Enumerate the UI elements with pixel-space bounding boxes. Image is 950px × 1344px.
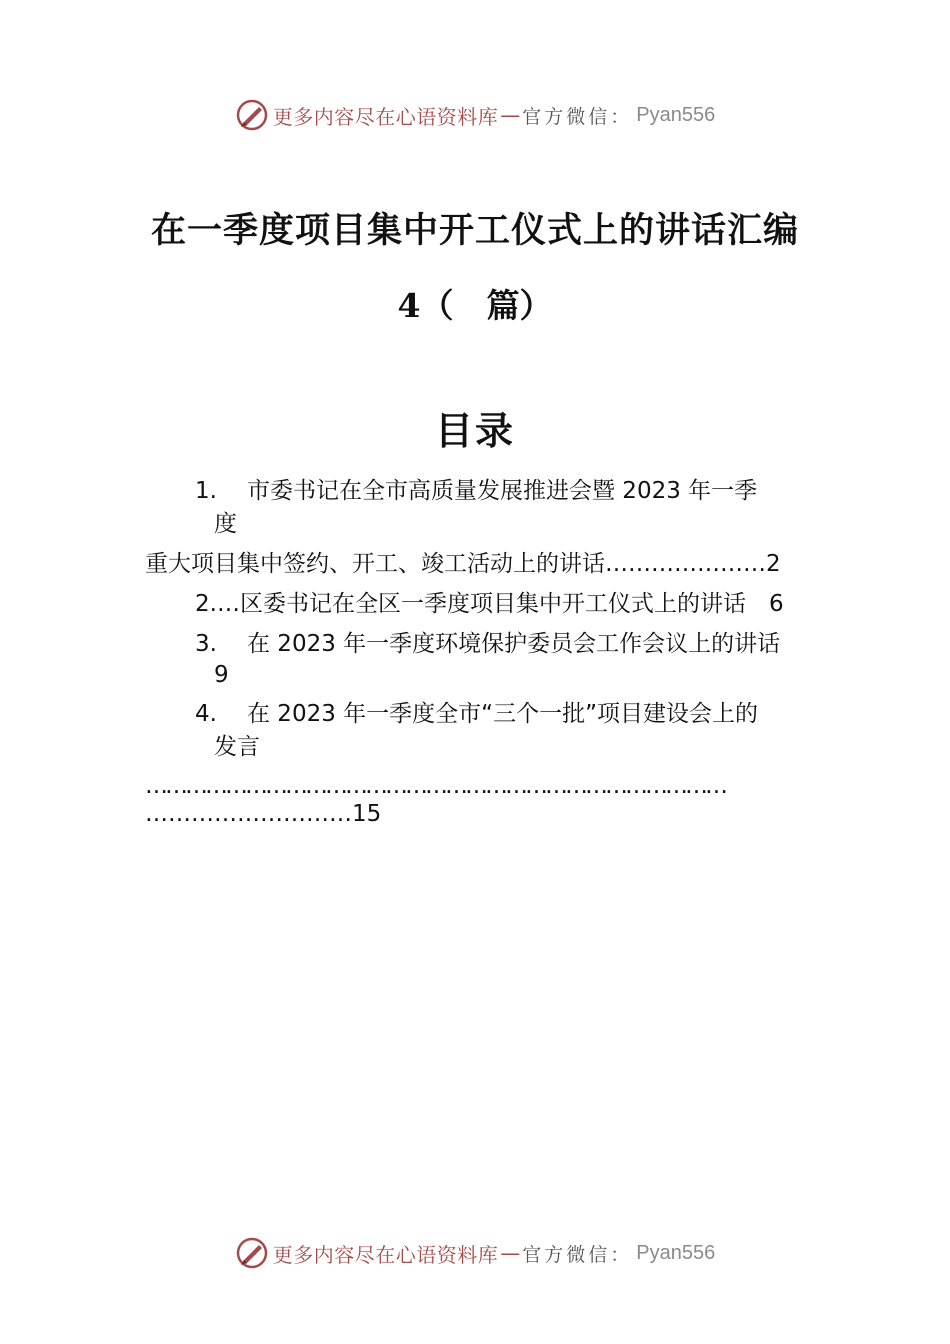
toc-entry-4-leader: …………………………………………………………………………… <box>145 773 725 799</box>
watermark-banner-bottom <box>0 1233 950 1273</box>
toc-entry-3-line1[interactable] <box>195 628 780 660</box>
toc-heading: 目录 <box>434 408 515 453</box>
toc-entry-3-line2[interactable]: 9 <box>214 662 229 688</box>
toc-entry-number: 4. <box>195 701 217 727</box>
wechat-label: 官方微信： <box>522 1243 633 1266</box>
wechat-id: Pyan556 <box>636 103 716 126</box>
wechat-id: Pyan556 <box>636 1241 716 1264</box>
watermark-text: 更多内容尽在心语资料库 <box>272 104 499 129</box>
toc-entry-text: 市委书记在全市高质量发展推进会暨 2023 年一季 <box>247 478 758 504</box>
watermark-dash: — <box>500 103 521 127</box>
toc-entry-text: 在 2023 年一季度全市“三个一批”项目建设会上的 <box>247 701 758 727</box>
toc-entry-text: 在 2023 年一季度环境保护委员会工作会议上的讲话 <box>247 631 781 657</box>
wechat-label: 官方微信： <box>522 105 633 128</box>
pen-logo-icon <box>235 1236 269 1270</box>
toc-entry-2[interactable]: 2.…区委书记在全区一季度项目集中开工仪式上的讲话 6 <box>195 591 784 617</box>
watermark-banner-top <box>0 95 950 135</box>
toc-entry-1-line1[interactable] <box>195 475 757 507</box>
toc-entry-1-line3[interactable]: 重大项目集中签约、开工、竣工活动上的讲话…………………2 <box>145 551 781 577</box>
toc-entry-4-page[interactable]: ………………………15 <box>145 801 382 827</box>
watermark-text: 更多内容尽在心语资料库 <box>272 1242 499 1267</box>
toc-entry-1-line2[interactable]: 度 <box>214 511 237 537</box>
pen-logo-icon <box>235 98 269 132</box>
toc-entry-number: 3. <box>195 631 217 657</box>
document-subtitle: 4（ 篇） <box>397 286 553 325</box>
toc-entry-number: 1. <box>195 478 217 504</box>
toc-entry-4-line2[interactable]: 发言 <box>214 734 260 760</box>
document-title: 在一季度项目集中开工仪式上的讲话汇编 <box>150 210 799 251</box>
watermark-dash: — <box>500 1241 521 1265</box>
toc-entry-4-line1[interactable] <box>195 698 758 730</box>
